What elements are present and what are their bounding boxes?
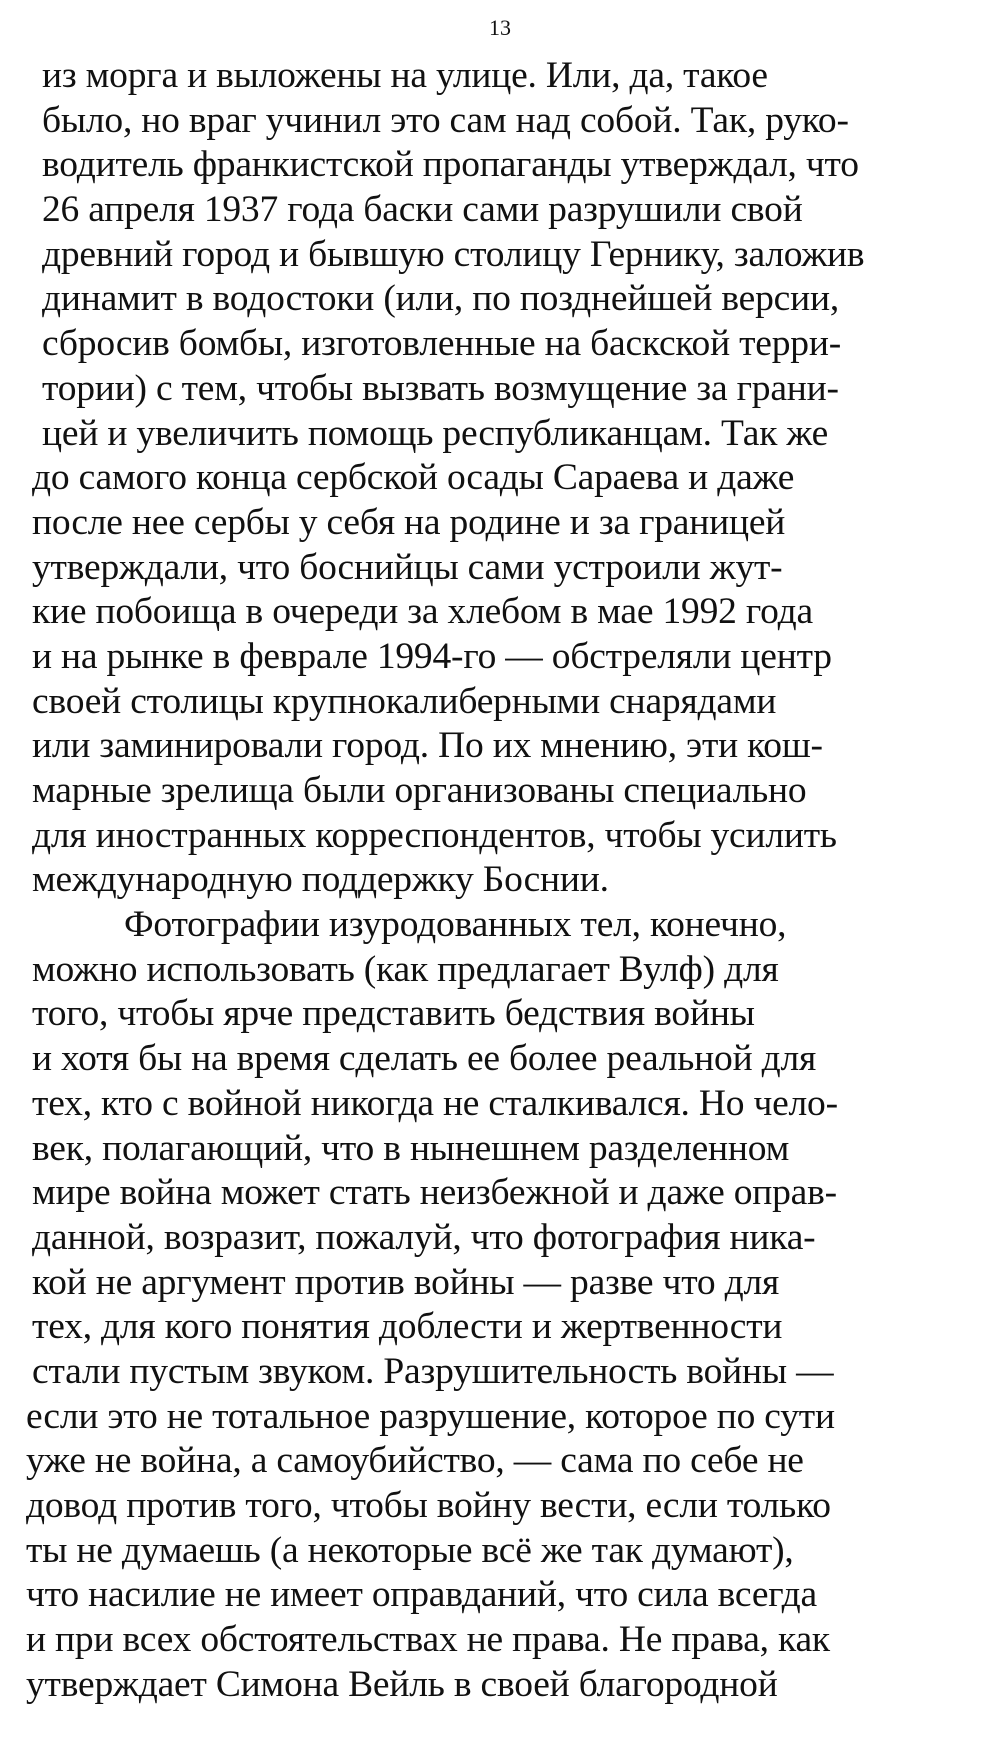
text-line: век, полагающий, что в нынешнем разделенном [32, 1127, 790, 1169]
text-line: уже не война, а самоубийство, — сама по себе не [26, 1440, 804, 1482]
text-line: динамит в водостоки (или, по позднейшей версии, [42, 278, 840, 320]
text-line: кие побоища в очереди за хлебом в мае 1992 года [32, 591, 813, 633]
text-line: и при всех обстоятельствах не права. Не права, как [26, 1619, 830, 1661]
text-line: довод против того, чтобы войну вести, если только [26, 1485, 831, 1526]
text-line: водитель франкистской пропаганды утверждал, что [42, 144, 859, 186]
text-line: и хотя бы на время сделать ее более реальной для [32, 1038, 817, 1080]
text-line: и на рынке в феврале 1994-го — обстреляли центр [32, 635, 832, 677]
text-line: кой не аргумент против войны — разве что для [32, 1261, 780, 1303]
text-line: было, но враг учинил это сам над собой. Так, руко- [42, 99, 849, 141]
text-line: данной, возразит, пожалуй, что фотография ника- [32, 1216, 816, 1258]
paragraph-first-line: Фотографии изуродованных тел, конечно, [124, 904, 787, 946]
text-line: утверждает Симона Вейль в своей благородной [26, 1663, 778, 1705]
text-line: ты не думаешь (а некоторые всё же так думают), [26, 1529, 794, 1571]
text-line: международную поддержку Боснии. [32, 859, 609, 901]
text-line: тории) с тем, чтобы вызвать возмущение за грани- [42, 367, 839, 409]
text-line: можно использовать (как предлагает Вулф) для [32, 948, 779, 990]
text-line: если это не тотальное разрушение, которое по сути [26, 1395, 835, 1437]
text-line: или заминировали город. По их мнению, эти кош- [32, 725, 823, 767]
page-number: 13 [489, 15, 511, 40]
text-line: 26 апреля 1937 года баски сами разрушили свой [42, 189, 803, 231]
page-text [0, 54, 1000, 1707]
text-line: из морга и выложены на улице. Или, да, такое [42, 55, 768, 96]
text-line: до самого конца сербской осады Сараева и даже [32, 457, 795, 499]
text-line: для иностранных корреспондентов, чтобы усилить [32, 814, 837, 856]
text-line: того, чтобы ярче представить бедствия войны [32, 993, 755, 1035]
text-line: после нее сербы у себя на родине и за границей [32, 501, 786, 543]
text-line: цей и увеличить помощь республиканцам. Так же [42, 412, 829, 454]
text-line: утверждали, что боснийцы сами устроили жут- [32, 546, 783, 588]
text-line: своей столицы крупнокалиберными снарядами [32, 680, 777, 722]
text-line: тех, кто с войной никогда не сталкивался. Но чело- [32, 1082, 838, 1124]
text-line: сбросив бомбы, изготовленные на баскской терри- [42, 323, 842, 365]
text-line: марные зрелища были организованы специально [32, 770, 807, 811]
text-line: что насилие не имеет оправданий, что сила всегда [26, 1574, 817, 1616]
text-line: стали пустым звуком. Разрушительность войны — [32, 1350, 834, 1392]
text-line: тех, для кого понятия доблести и жертвенности [32, 1306, 783, 1348]
text-line: мире война может стать неизбежной и даже оправ- [32, 1172, 837, 1214]
text-line: древний город и бывшую столицу Гернику, заложив [42, 233, 865, 275]
